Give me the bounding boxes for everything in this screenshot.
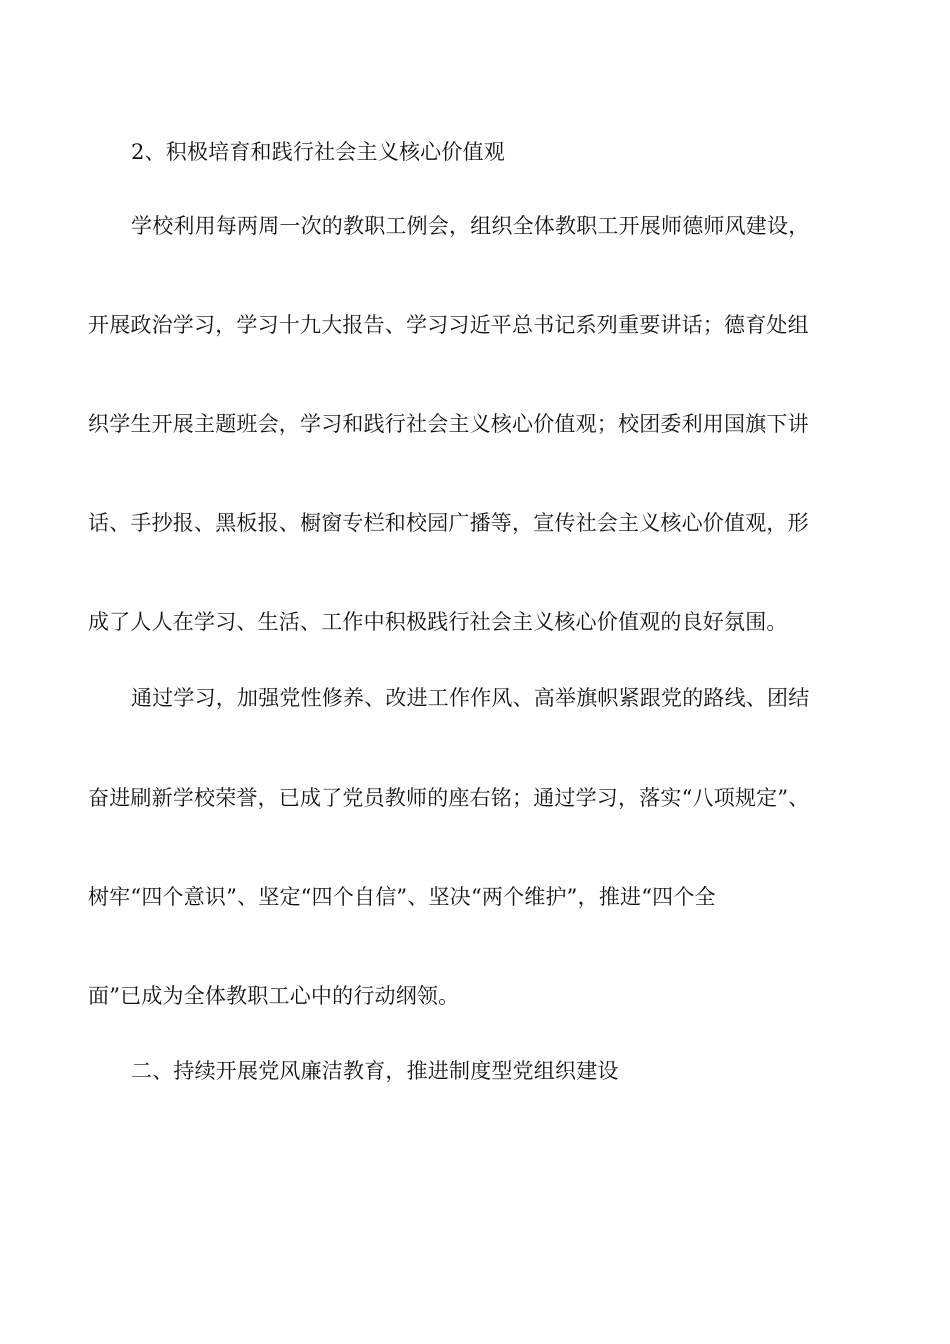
paragraph-line: 学校利用每两周一次的教职工例会，组织全体教职工开展师德师风建设，: [131, 214, 810, 238]
section-heading-values: 2、积极培育和践行社会主义核心价值观: [131, 140, 505, 164]
section-heading-discipline: 二、持续开展党风廉洁教育，推进制度型党组织建设: [131, 1059, 619, 1083]
paragraph-line: 织学生开展主题班会，学习和践行社会主义核心价值观；校团委利用国旗下讲: [88, 412, 809, 436]
paragraph-line: 树牢“四个意识”、坚定“四个自信”、坚决“两个维护”，推进“四个全: [88, 885, 716, 909]
paragraph-line: 成了人人在学习、生活、工作中积极践行社会主义核心价值观的良好氛围。: [88, 610, 788, 634]
paragraph-line: 面”已成为全体教职工心中的行动纲领。: [88, 984, 460, 1008]
paragraph-line: 奋进刷新学校荣誉，已成了党员教师的座右铭；通过学习，落实“八项规定”、: [88, 786, 810, 810]
paragraph-line: 开展政治学习，学习十九大报告、学习习近平总书记系列重要讲话；德育处组: [88, 313, 809, 337]
paragraph-line: 话、手抄报、黑板报、橱窗专栏和校园广播等，宣传社会主义核心价值观，形: [88, 511, 809, 535]
paragraph-line: 通过学习，加强党性修养、改进工作作风、高举旗帜紧跟党的路线、团结: [131, 686, 810, 710]
